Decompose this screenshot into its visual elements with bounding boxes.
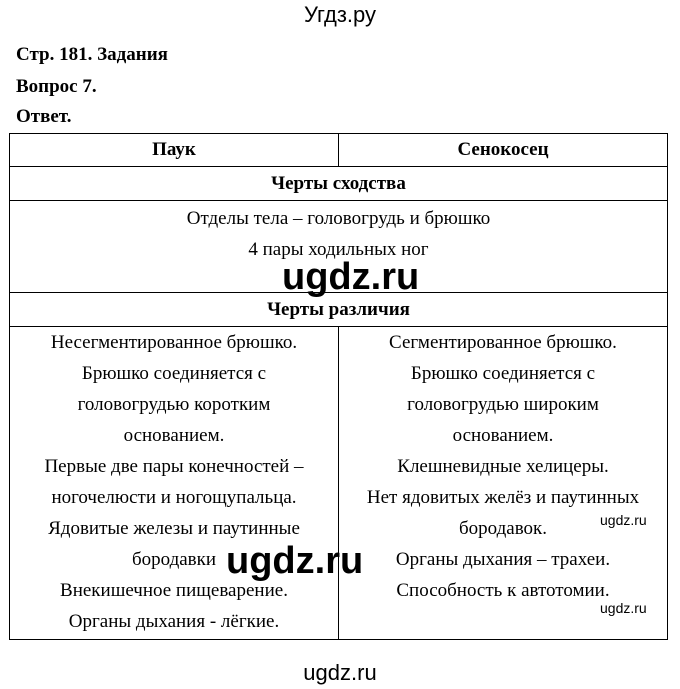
page-reference: Стр. 181. Задания: [16, 44, 168, 65]
spider-line: головогрудью коротким: [77, 394, 271, 415]
spider-line: основанием.: [123, 425, 225, 446]
spider-line: Органы дыхания - лёгкие.: [68, 611, 280, 632]
harvestman-line: Клешневидные хелицеры.: [397, 456, 609, 477]
site-title: Угдз.ру: [303, 2, 377, 27]
similarities-title-row: [10, 167, 668, 201]
differences-row: [10, 327, 668, 640]
differences-title: Черты различия: [10, 293, 668, 327]
spider-differences-cell: [10, 327, 339, 640]
similarity-item: 4 пары ходильных ног: [248, 239, 429, 260]
table-header-row: [10, 134, 668, 167]
harvestman-line: Брюшко соединяется с: [410, 363, 596, 384]
spider-line: Брюшко соединяется с: [81, 363, 267, 384]
spider-line: бородавки: [131, 549, 217, 570]
harvestman-line: основанием.: [452, 425, 554, 446]
spider-line: Ядовитые железы и паутинные: [48, 518, 300, 539]
watermark-lower: ugdz.ru: [226, 540, 364, 582]
similarities-title: Черты сходства: [10, 167, 668, 201]
header-harvestman: Сенокосец: [339, 134, 668, 167]
question-label: Вопрос 7.: [16, 76, 97, 97]
answer-label: Ответ.: [16, 106, 72, 127]
harvestman-line: Органы дыхания – трахеи.: [395, 549, 611, 570]
spider-line: Первые две пары конечностей –: [44, 456, 304, 477]
harvestman-differences-cell: [339, 327, 668, 640]
spider-line: Несегментированное брюшко.: [50, 332, 298, 353]
watermark-small-lower: ugdz.ru: [600, 600, 647, 616]
harvestman-line: головогрудью широким: [407, 394, 599, 415]
harvestman-line: Нет ядовитых желёз и паутинных: [366, 487, 640, 508]
spider-line: ногочелюсти и ногощупальца.: [51, 487, 297, 508]
watermark-small-upper: ugdz.ru: [600, 512, 647, 528]
watermark-center: ugdz.ru: [282, 256, 420, 298]
harvestman-line: Способность к автотомии.: [396, 580, 610, 601]
spider-line: Внекишечное пищеварение.: [60, 580, 288, 601]
header-spider: Паук: [10, 134, 339, 167]
harvestman-line: Сегментированное брюшко.: [389, 332, 617, 353]
harvestman-line: бородавок.: [458, 518, 548, 539]
similarity-item: Отделы тела – головогрудь и брюшко: [186, 208, 491, 229]
watermark-footer: ugdz.ru: [303, 660, 377, 685]
